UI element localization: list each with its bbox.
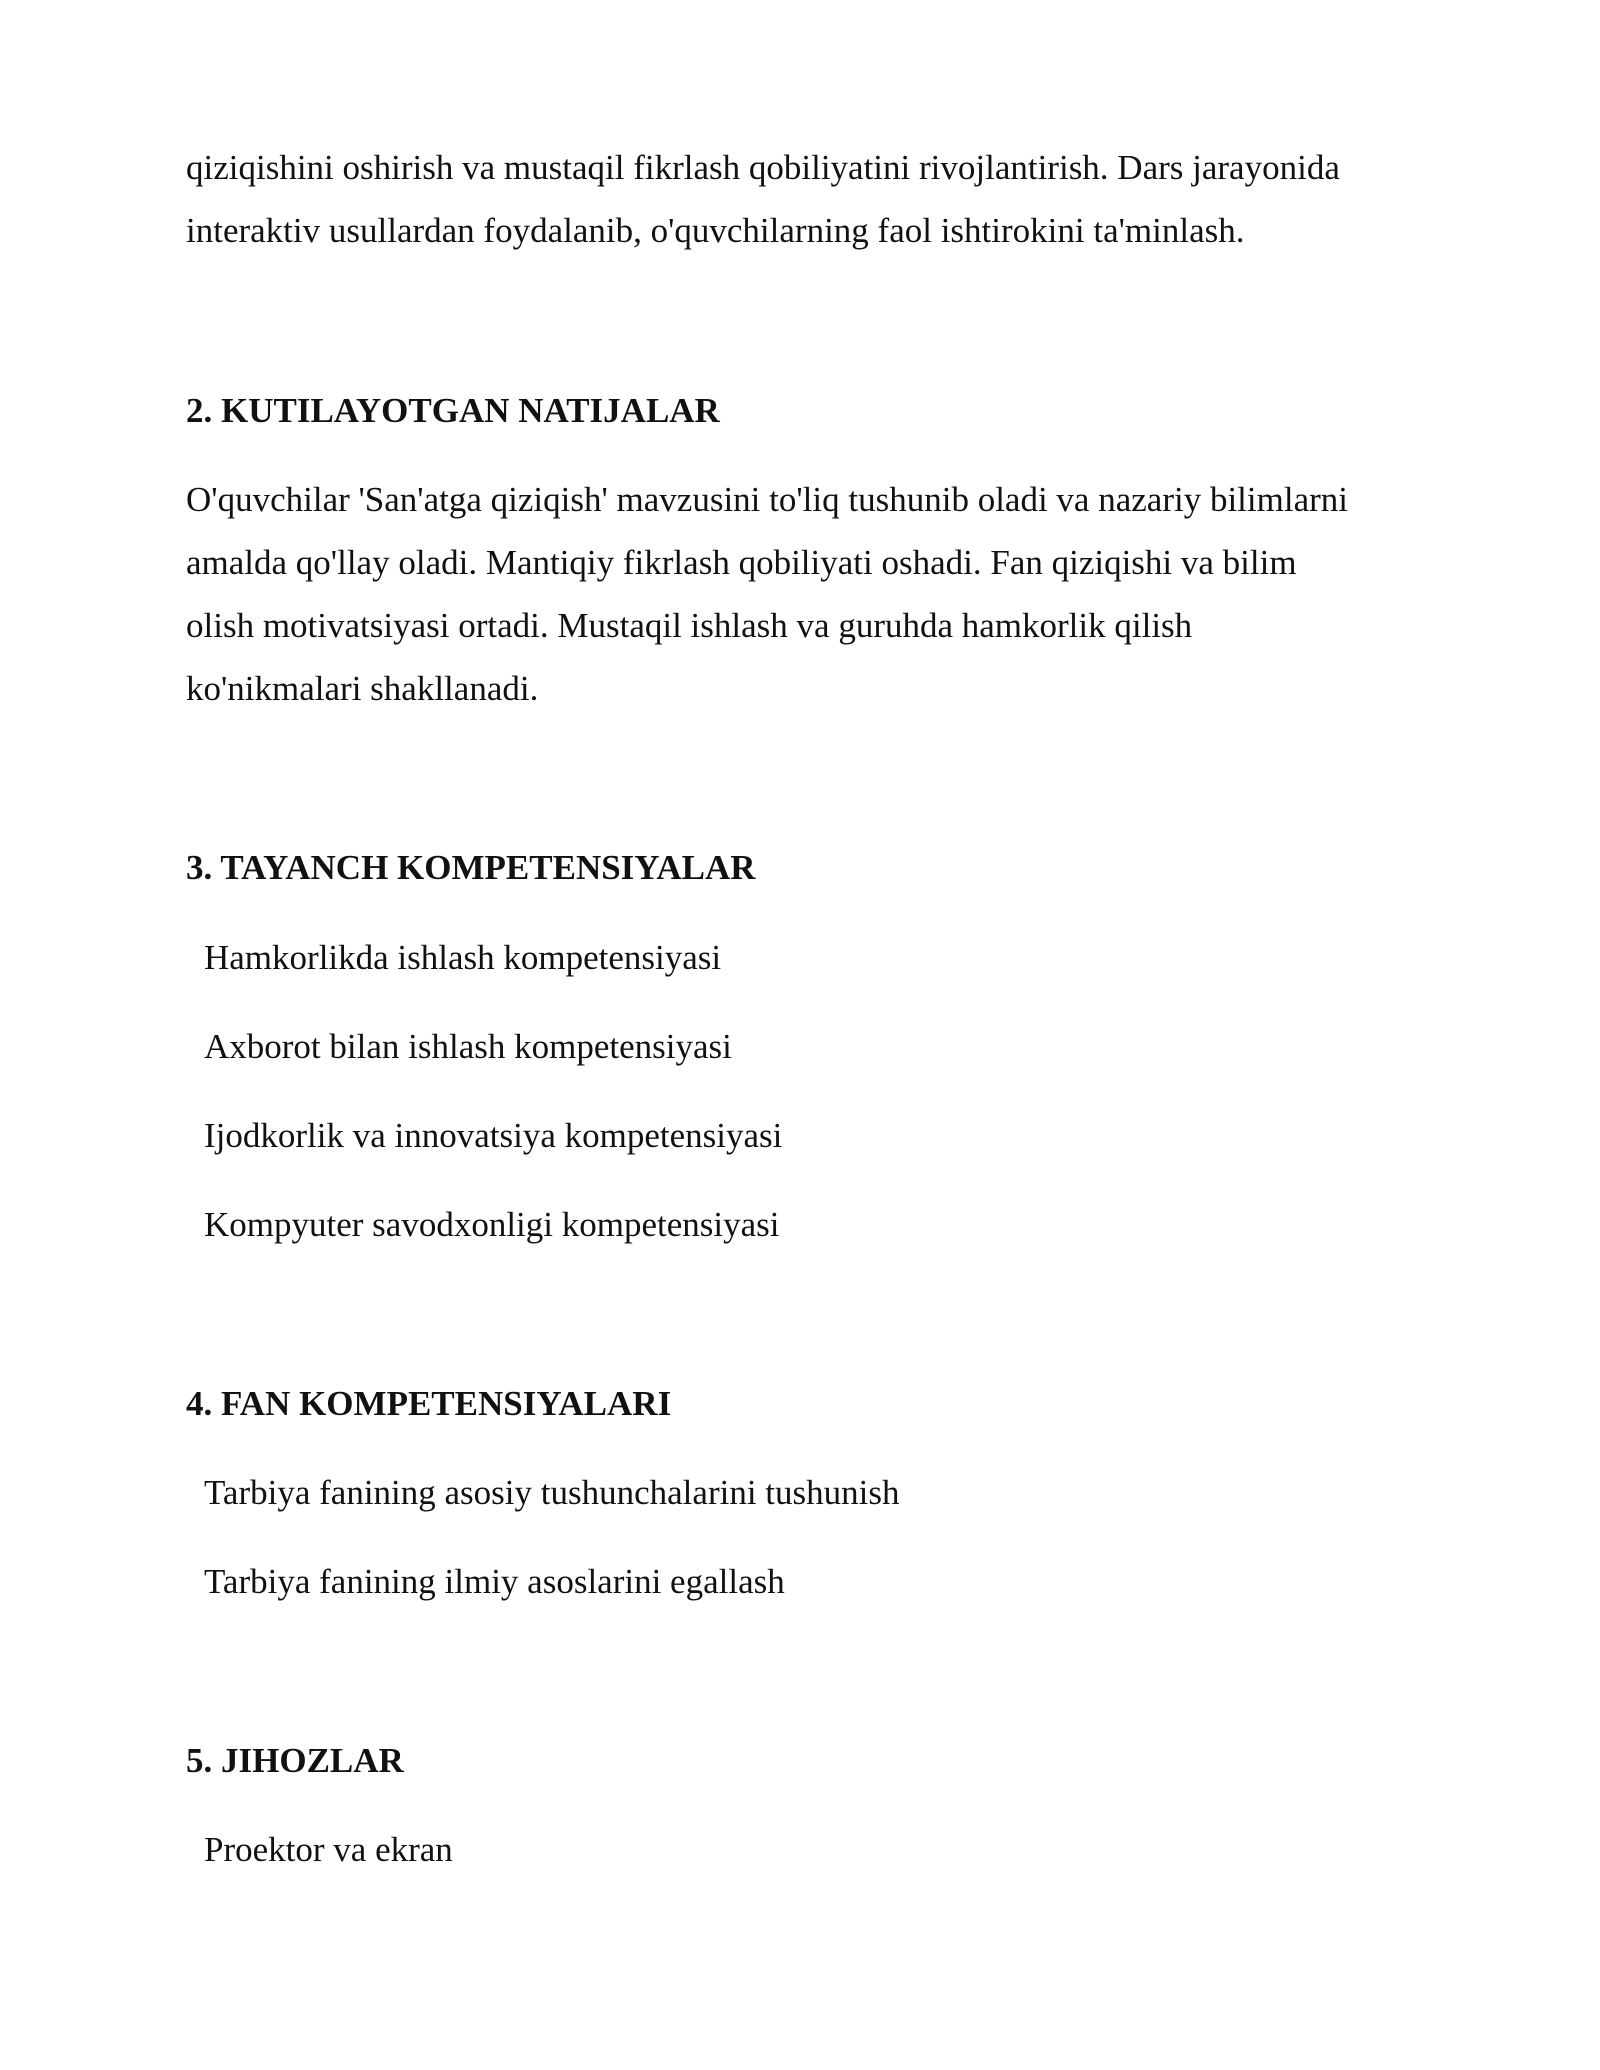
paragraph-line: amalda qo'llay oladi. Mantiqiy fikrlash qobiliyati oshadi. Fan qiziqishi va bilim (186, 543, 1297, 582)
list-item: Kompyuter savodxonligi kompetensiyasi (204, 1205, 780, 1244)
list-item: Axborot bilan ishlash kompetensiyasi (204, 1027, 732, 1066)
paragraph-line: O'quvchilar 'San'atga qiziqish' mavzusini to'liq tushunib oladi va nazariy bilimlarni (186, 480, 1348, 519)
intro-line: interaktiv usullardan foydalanib, o'quvchilarning faol ishtirokini ta'minlash. (186, 211, 1245, 250)
section-heading-subject-competencies: 4. FAN KOMPETENSIYALARI (186, 1384, 672, 1423)
paragraph-line: ko'nikmalari shakllanadi. (186, 669, 539, 708)
section-heading-core-competencies: 3. TAYANCH KOMPETENSIYALAR (186, 848, 756, 887)
expected-results-paragraph (186, 468, 1348, 720)
section-heading-equipment: 5. JIHOZLAR (186, 1741, 404, 1780)
intro-paragraph (186, 136, 1340, 262)
intro-line: qiziqishini oshirish va mustaqil fikrlash qobiliyatini rivojlantirish. Dars jarayonida (186, 148, 1340, 187)
list-item: Ijodkorlik va innovatsiya kompetensiyasi (204, 1116, 783, 1155)
section-heading-expected-results: 2. KUTILAYOTGAN NATIJALAR (186, 391, 720, 430)
list-item: Hamkorlikda ishlash kompetensiyasi (204, 938, 722, 977)
list-item: Tarbiya fanining asosiy tushunchalarini tushunish (204, 1473, 900, 1512)
list-item: Tarbiya fanining ilmiy asoslarini egallash (204, 1562, 785, 1601)
paragraph-line: olish motivatsiyasi ortadi. Mustaqil ishlash va guruhda hamkorlik qilish (186, 606, 1193, 645)
list-item: Proektor va ekran (204, 1830, 453, 1869)
